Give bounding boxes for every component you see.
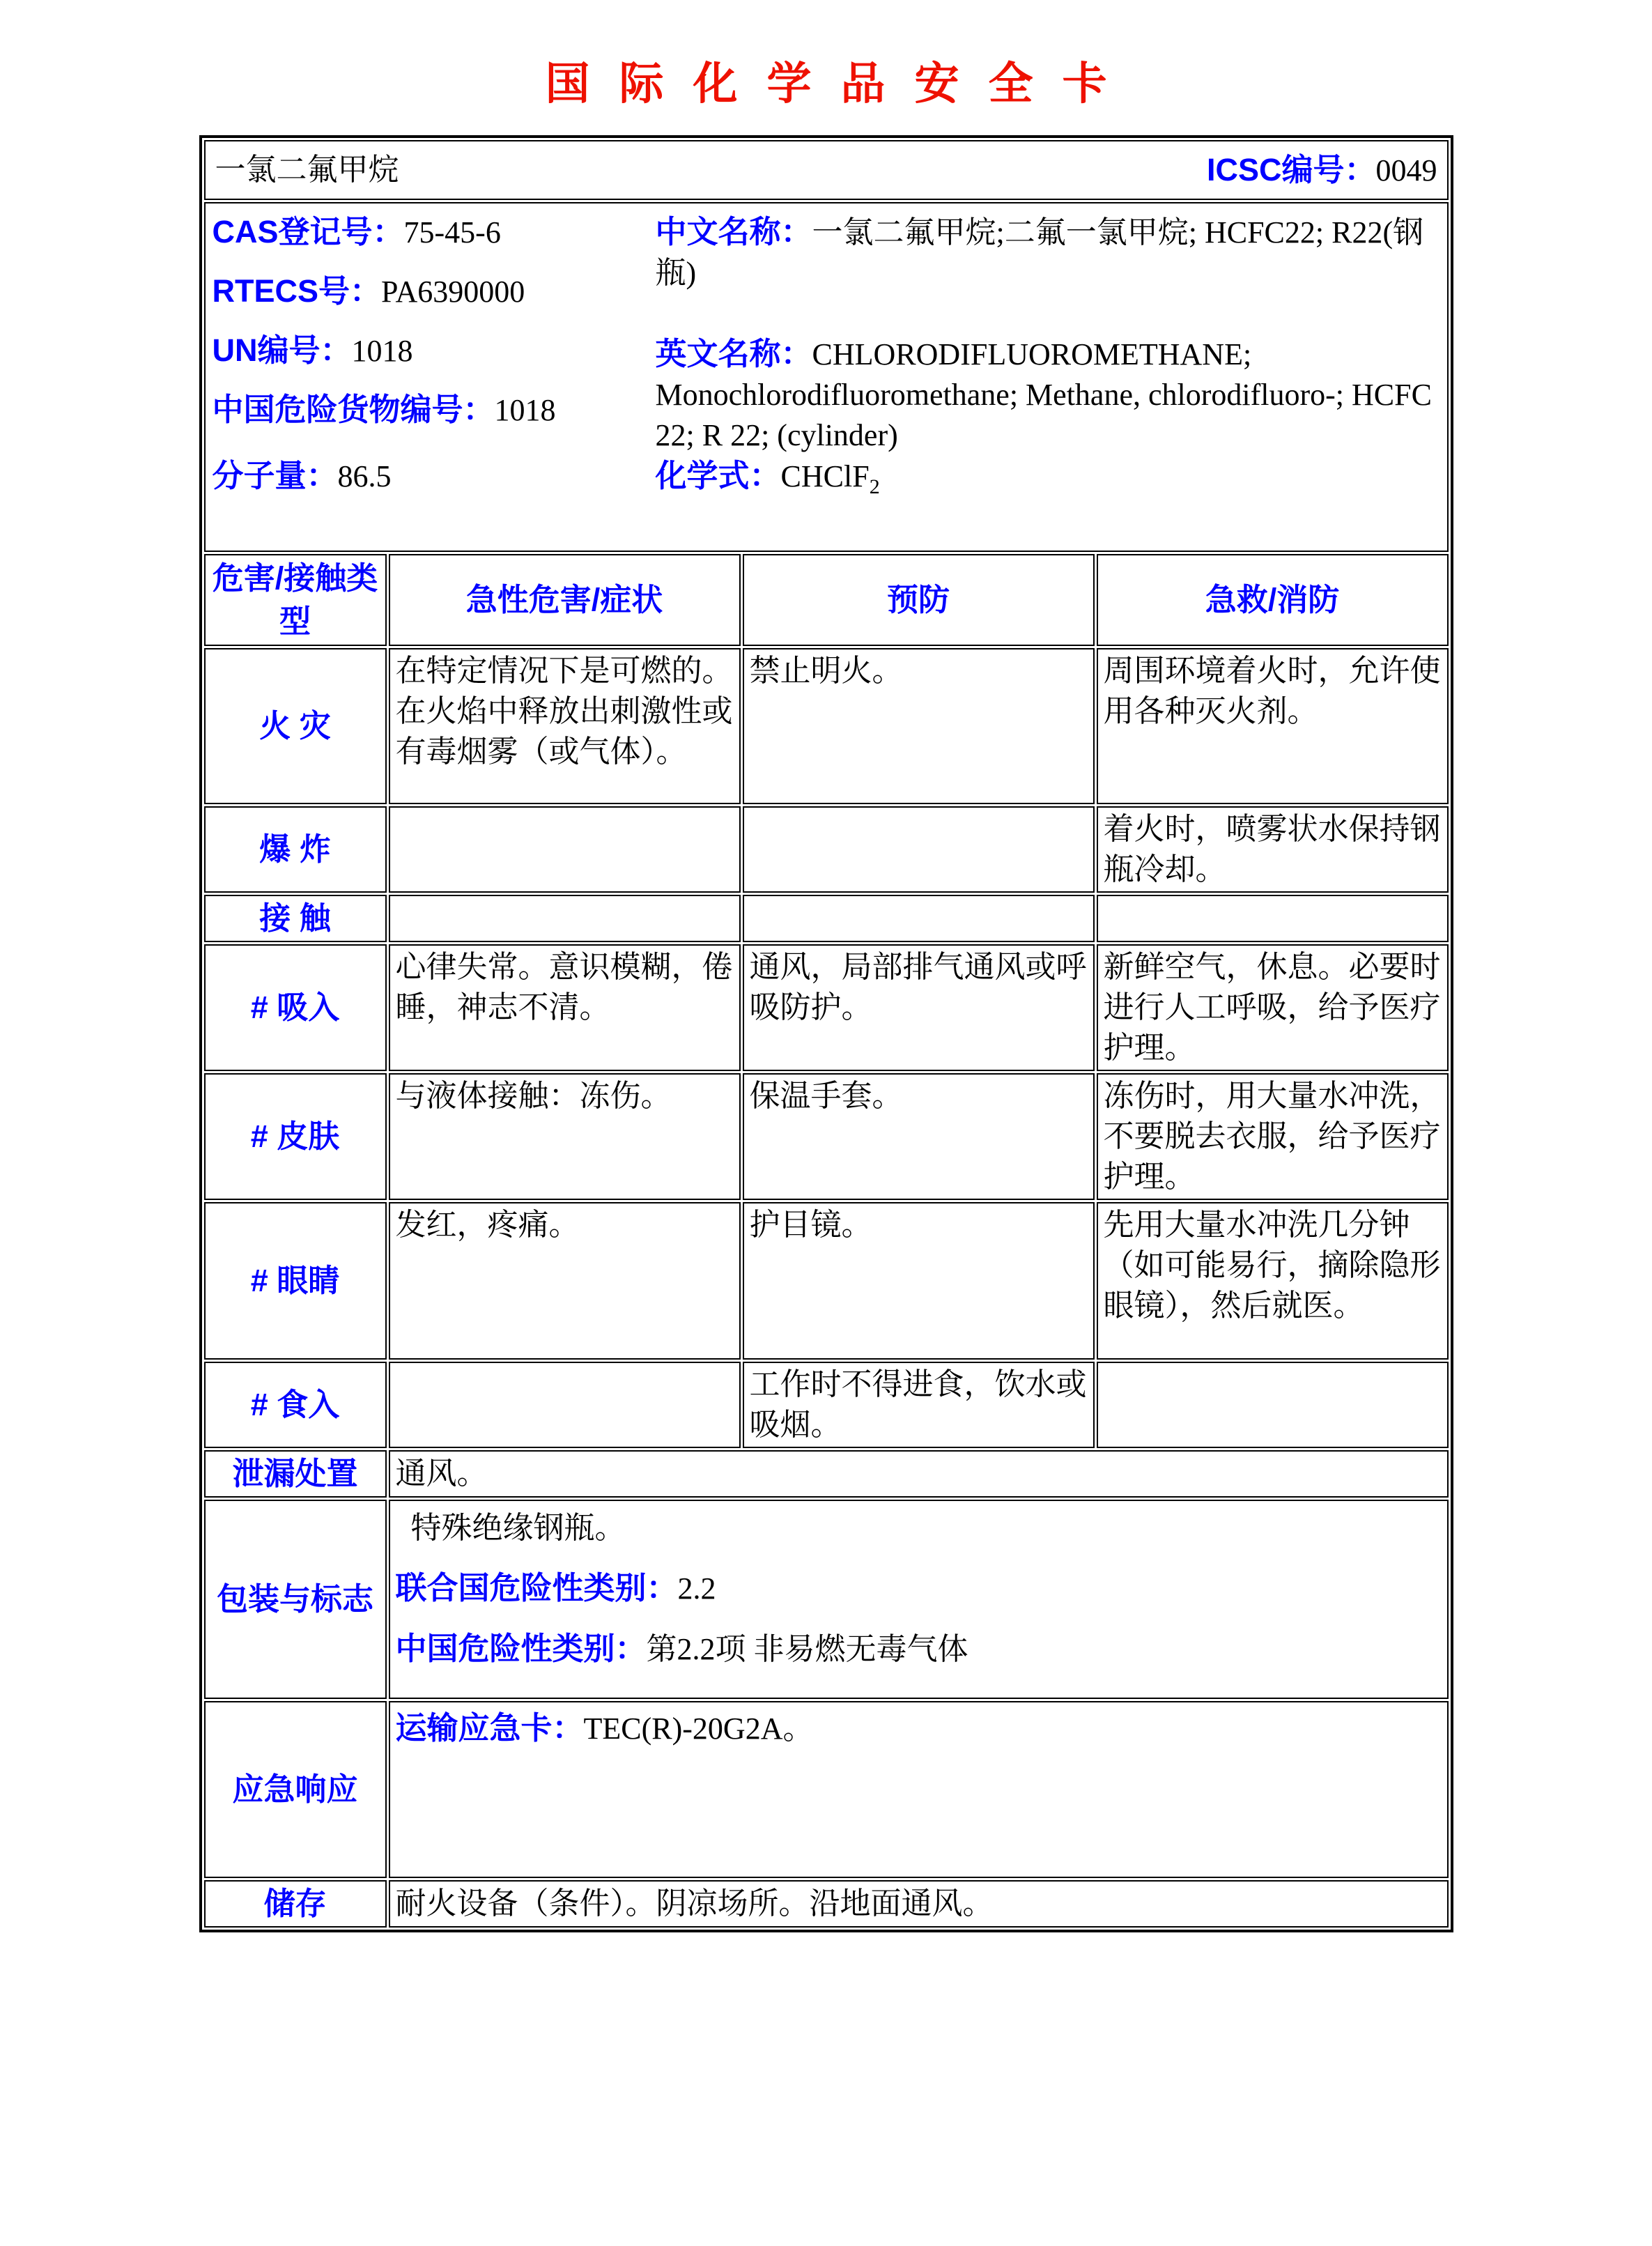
inhalation-symptoms: 心律失常。意识模糊，倦睡，神志不清。 — [389, 944, 741, 1071]
cn-dangerous-goods-value: 1018 — [494, 393, 556, 427]
cn-dangerous-goods-label: 中国危险货物编号： — [212, 392, 495, 427]
contact-label: 接 触 — [204, 895, 387, 942]
emergency-response-row — [204, 1701, 1449, 1878]
icsc-number-group — [1207, 150, 1437, 191]
english-name-value: CHLORODIFLUOROMETHANE; Monochlorodifluoromethane; Methane, chlorodifluoro-; HCFC 22; R 22; (cylinder) — [655, 337, 1432, 452]
transport-emergency-card-label: 运输应急卡： — [395, 1710, 584, 1746]
spill-disposal-label: 泄漏处置 — [204, 1450, 387, 1498]
packaging-note: 特殊绝缘钢瓶。 — [410, 1511, 626, 1545]
registry-numbers-block — [213, 212, 656, 497]
hazard-header-row — [204, 554, 1449, 646]
skin-first-aid: 冻伤时，用大量水冲洗，不要脱去衣服，给予医疗护理。 — [1097, 1073, 1449, 1200]
eyes-prevention: 护目镜。 — [743, 1202, 1095, 1360]
un-hazard-class-label: 联合国危险性类别： — [395, 1570, 678, 1606]
ingestion-label: # 食入 — [204, 1362, 387, 1448]
un-number-line — [213, 330, 656, 371]
explosion-symptoms — [389, 806, 741, 893]
molecular-weight-value: 86.5 — [337, 459, 392, 493]
packaging-row — [204, 1500, 1449, 1699]
hazard-row-explosion — [204, 806, 1449, 893]
rtecs-number-line — [213, 271, 656, 312]
molecular-weight-label: 分子量： — [212, 458, 338, 493]
icsc-number-value: 0049 — [1375, 153, 1437, 187]
emergency-response-content — [389, 1701, 1449, 1878]
skin-prevention: 保温手套。 — [743, 1073, 1095, 1200]
un-number-label: UN编号： — [212, 332, 352, 368]
header-strip-cell — [204, 140, 1449, 200]
icsc-number-label: ICSC编号： — [1206, 151, 1376, 187]
contact-first-aid — [1097, 895, 1449, 942]
identification-row — [204, 202, 1449, 552]
rtecs-number-value: PA6390000 — [381, 275, 525, 309]
emergency-response-label: 应急响应 — [204, 1701, 387, 1878]
cn-hazard-class-value: 第2.2项 非易燃无毒气体 — [646, 1632, 968, 1666]
explosion-prevention — [743, 806, 1095, 893]
cn-dangerous-goods-line — [213, 390, 656, 431]
eyes-symptoms: 发红，疼痛。 — [389, 1202, 741, 1360]
molecular-weight-line — [213, 456, 656, 497]
chemical-formula-label: 化学式： — [655, 458, 781, 493]
hazard-row-ingestion — [204, 1362, 1449, 1448]
fire-label: 火 灾 — [204, 648, 387, 804]
spill-disposal-row — [204, 1450, 1449, 1498]
inhalation-first-aid: 新鲜空气，休息。必要时进行人工呼吸，给予医疗护理。 — [1097, 944, 1449, 1071]
transport-emergency-card-line — [396, 1708, 1442, 1749]
header-strip-row — [204, 140, 1449, 200]
page-title: 国际化学品安全卡 — [545, 59, 1136, 109]
hazard-row-fire — [204, 648, 1449, 804]
formula-subscript: 2 — [869, 475, 880, 498]
cn-hazard-class-line — [396, 1629, 1442, 1670]
un-number-value: 1018 — [351, 334, 413, 368]
hazard-row-eyes — [204, 1202, 1449, 1360]
storage-row — [204, 1880, 1449, 1928]
ingestion-first-aid — [1097, 1362, 1449, 1448]
inhalation-label: # 吸入 — [204, 944, 387, 1071]
identification-cell — [204, 202, 1449, 552]
icsc-card-page — [199, 0, 1453, 1932]
contact-symptoms — [389, 895, 741, 942]
hazard-row-inhalation — [204, 944, 1449, 1071]
fire-first-aid: 周围环境着火时，允许使用各种灭火剂。 — [1097, 648, 1449, 804]
storage-content: 耐火设备（条件）。阴凉场所。沿地面通风。 — [389, 1880, 1449, 1928]
column-header-first-aid: 急救/消防 — [1097, 554, 1449, 646]
fire-symptoms: 在特定情况下是可燃的。在火焰中释放出刺激性或有毒烟雾（或气体）。 — [389, 648, 741, 804]
transport-emergency-card-value: TEC(R)-20G2A。 — [583, 1712, 814, 1746]
cas-number-value: 75-45-6 — [403, 215, 501, 249]
names-block — [656, 212, 1440, 497]
spill-disposal-content: 通风。 — [389, 1450, 1449, 1498]
skin-symptoms: 与液体接触：冻伤。 — [389, 1073, 741, 1200]
explosion-first-aid: 着火时，喷雾状水保持钢瓶冷却。 — [1097, 806, 1449, 893]
chinese-name-value: 一氯二氟甲烷;二氟一氯甲烷; HCFC22; R22(钢瓶) — [655, 215, 1424, 290]
column-header-prevention: 预防 — [743, 554, 1095, 646]
chemical-formula-line — [656, 456, 1440, 497]
icsc-card-table — [199, 135, 1453, 1932]
substance-name: 一氯二氟甲烷 — [215, 153, 399, 187]
skin-label: # 皮肤 — [204, 1073, 387, 1200]
card-header — [211, 150, 1442, 191]
inhalation-prevention: 通风，局部排气通风或呼吸防护。 — [743, 944, 1095, 1071]
fire-prevention: 禁止明火。 — [743, 648, 1095, 804]
storage-label: 储存 — [204, 1880, 387, 1928]
ingestion-symptoms — [389, 1362, 741, 1448]
eyes-first-aid: 先用大量水冲洗几分钟（如可能易行，摘除隐形眼镜），然后就医。 — [1097, 1202, 1449, 1360]
cas-number-label: CAS登记号： — [212, 214, 404, 249]
packaging-label: 包装与标志 — [204, 1500, 387, 1699]
chinese-name-label: 中文名称： — [655, 214, 812, 249]
cn-hazard-class-label: 中国危险性类别： — [395, 1631, 647, 1666]
chemical-formula-value: CHClF$_2$ — [780, 459, 880, 498]
explosion-label: 爆 炸 — [204, 806, 387, 893]
contact-prevention — [743, 895, 1095, 942]
hazard-row-contact — [204, 895, 1449, 942]
un-hazard-class-value: 2.2 — [677, 1571, 716, 1606]
ingestion-prevention: 工作时不得进食，饮水或吸烟。 — [743, 1362, 1095, 1448]
column-header-hazard-type: 危害/接触类型 — [204, 554, 387, 646]
rtecs-number-label: RTECS号： — [212, 273, 382, 309]
english-name-label: 英文名称： — [655, 336, 812, 371]
hazard-row-skin — [204, 1073, 1449, 1200]
cas-number-line — [213, 212, 656, 253]
column-header-symptoms: 急性危害/症状 — [389, 554, 741, 646]
chinese-name-paragraph — [656, 212, 1440, 293]
english-name-paragraph — [656, 334, 1440, 456]
packaging-content — [389, 1500, 1449, 1699]
un-hazard-class-line — [396, 1568, 1442, 1609]
eyes-label: # 眼睛 — [204, 1202, 387, 1360]
